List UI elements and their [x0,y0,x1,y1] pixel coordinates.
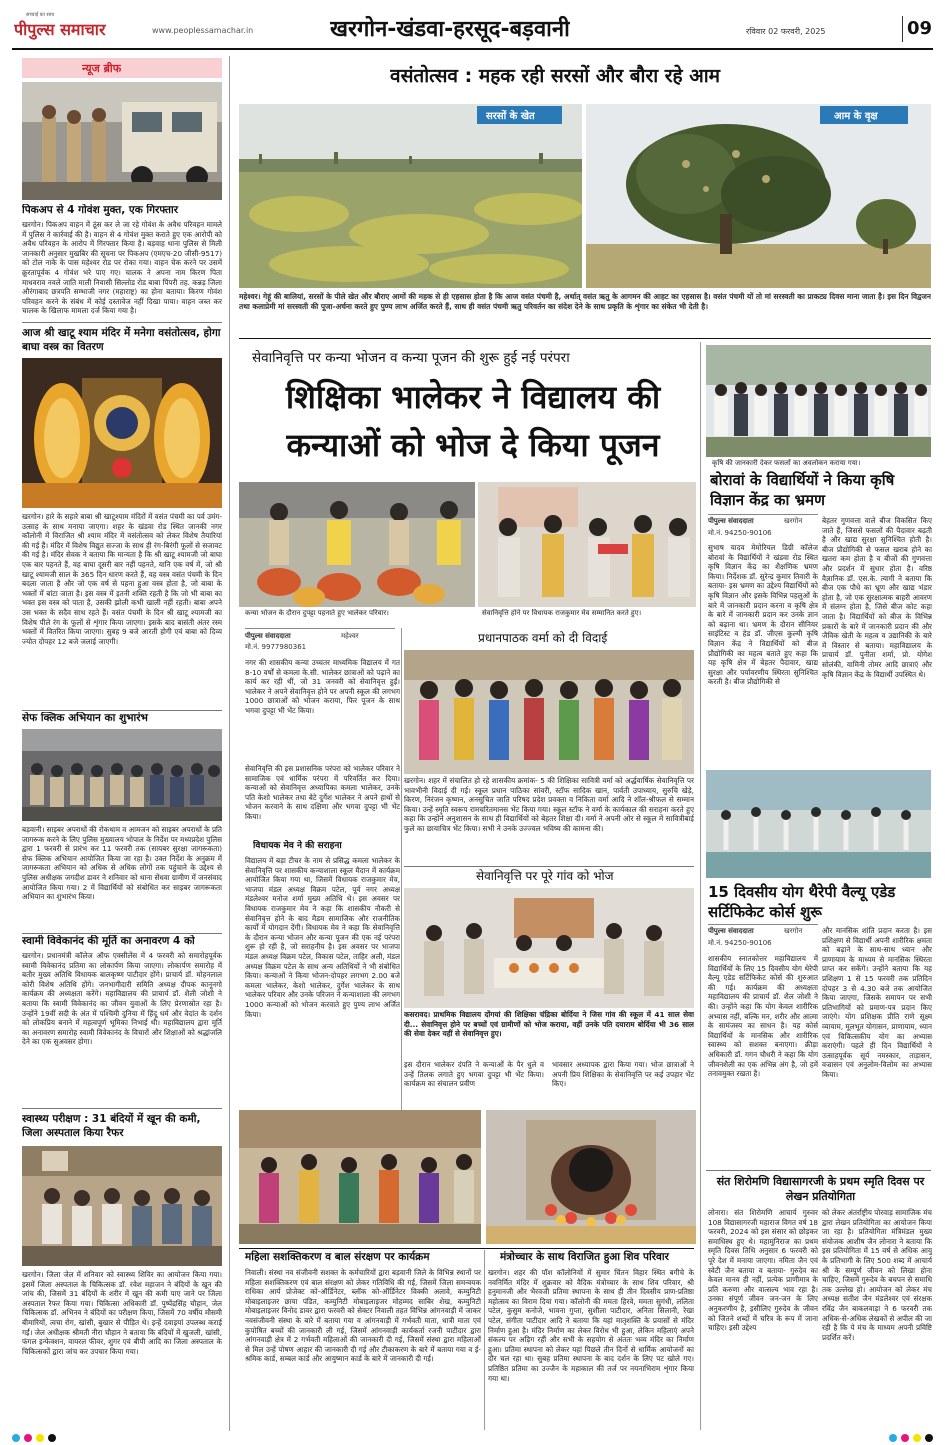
brief5-photo [22,1146,222,1266]
brief3-photo [22,729,222,821]
agri-byline-place: खरगोन [784,517,803,525]
mango-tree-label-text: आम के वृक्ष [834,111,878,122]
police-vehicle-image [22,82,222,200]
mango-tree-label [820,106,908,124]
masthead-region [330,13,570,43]
lead-headline-line2: कन्याओं को भोज दे किया पूजन [286,426,660,464]
vasant-headline: वसंतोत्सव : महक रही सरसों और बौरा रहे आम [390,65,721,87]
mahila-body: निवाली। संस्था नव संजीवनी सशक्त के कर्मचारियों द्वारा बड़वानी जिले के विभिन्न स्थानों पर महिला सशक्तिकरण एवं बाल संरक्षण को लेकर गतिविधि की गई, जिसमें जिला समन्वयक राधिका आर्य प्रोजेक्ट को-ऑर्डिनेटर, ब्लॉक को-ऑर्डिनेटर विक्की अलावे, कम्युनिटी मोबाइलाइजर छाया पंडित, कम्युनिटी मोबाइलाइजर मोहम्मद साबिर शेख, कम्युनिटी मोबाइलाइजर विनोद डावर द्वारा फरवरी को सेक्टर निवाली तहत विभिन्न आंगनवाड़ी में जाकर नवसंजीवनी संस्था के बारे में बताया गया व आंगनवाड़ी में गर्भवती माता, धात्री माता एवं कुपोषित बच्चों की जानकारी ली गई, जिसमें आंगनवाड़ी कार्यकर्ता रजनी पाटीदार द्वारा आंगनवाड़ी क्षेत्र में 2 गर्भवती महिलाओं की जानकारी दी गई, जिसमें संस्था द्वारा महिलाओं से मिल उन्हें पोषण आहार की जानकारी दी गई और टीकाकरण के बारे में बताया गया व ई-श्रमिक कार्ड, सम्बल कार्ड और आयुष्मान कार्ड के बारे में जानकारी दी गई। [245,1268,481,1364]
lead-kicker: सेवानिवृत्ति पर कन्या भोजन व कन्या पूजन की शुरू हुई नई परंपरा [252,350,570,366]
page-number: 09 [907,18,933,39]
masthead-date: रविवार 02 फरवरी, 2025 [746,27,826,36]
vasant-caption: महेश्वर। गेहूं की बालियां, सरसों के पीले खेत और बौराए आमों की महक से ही एहसास होता है कि आज वसंत पंचमी है, अर्थात् वसंत ऋतु के आगमन की आहट का एहसास है। वसंत पंचमी यों तो मां सरस्वती का प्राकट्य दिवस माना जाता है। इस दिन विद्वजन तथा कलाप्रेमी मां सरस्वती की पूजा-अर्चना करते हुए पुण्य लाभ अर्जित करते हैं, साथ ही वसंत पंचमी ऋतु परिवर्तन का संदेश देने के साथ प्रकृति के शृंगार का संकेत भी देती है। [239,292,931,311]
register-cyan [12,1434,20,1442]
brief5-body: खरगोन। जिला जेल में शनिवार को स्वास्थ्य शिविर का आयोजन किया गया। इसमें जिला अस्पताल के चिकित्सक डॉ. रवेश महाजन ने बंदियों के खून की जांच की, जिसमें 31 बंदियों के शरीर में खून की कमी पाए जाने पर जिला अस्पताल रैफर किया गया। चिकित्सा अधिकारी डॉ. पुष्पेंद्रसिंह चौहान, जेल चिकित्सक डॉ. अभिनव ने बंदियों का परीक्षण किया, जिसमें 70 वर्षीय मौसमी बीमारियों, त्वचा रोग, खांसी, बुखार से पीड़ित थे। इन्हें दवाइयां उपलब्ध कराई गईं। जेल अधीक्षक श्रीमती नीरा चौहान ने बताया कि बंदियों में खुजली, खांसी, फंगल इन्फेक्शन, वायरल फीवर, शुगर एवं बीपी आदि का जिला अस्पताल के चिकित्सकों द्वारा जांच कर उपचार किया गया। [22,1270,222,1356]
brief5-title: स्वास्थ्य परीक्षण : 31 बंदियों में खून की कमी, जिला अस्पताल किया रैफर [22,1113,201,1139]
register-cyan-right [889,1434,897,1442]
agri-byline: पीपुल्स संवाददाता [708,517,754,525]
register-magenta-right [901,1434,909,1442]
sidebar-divider-4 [22,1108,222,1109]
masthead-rule [12,48,933,50]
principal-photo [404,650,694,774]
register-magenta [24,1434,32,1442]
brief1-title: पिकअप से 4 गोवंश मुक्त, एक गिरफ्तार [22,204,179,216]
yoga-headline: 15 दिवसीय योग थैरेपी वैल्यू एडेड सर्टिफिकेट कोर्स शुरू [708,883,896,921]
felicitation-image [478,482,696,607]
yoga-byline-mobile: मो.नं. 94250-90106 [708,939,772,947]
register-yellow [36,1434,44,1442]
news-brief-label-text: न्यूज ब्रीफ [82,62,122,75]
women-empowerment-image [239,1110,481,1244]
sant-body-1: लोनारा। संत शिरोमणि आचार्य गुरुवर 108 विद्यासागरजी महाराज विगत वर्ष 18 फरवरी, 2024 को इस संसार को छोड़कर समाधिस्थ हुए थे। महामुनिराज का प्रथम स्मृति दिवस तिथि अनुसार 6 फरवरी को पूरे देश में मनाया जाएगा। नमिता जैन एवं स्वेटी जैन बताया व बताया- गुरुदेव का केवल मानव ही नहीं, प्रत्येक प्राणीमात्र के प्रति करुणा और वात्सल्य भाव रहा है। उनका संपूर्ण जीवन जन-जन के लिए अनुकरणीय है, इसीलिए गुरुदेव के जीवन को जितने शब्दों में चरित्र के रूप में जाना चाहिए। इसी उद्देश्य [708,1208,818,1333]
brief1-photo [22,82,222,200]
sidebar-divider-2 [22,710,222,711]
lead-body-3: विद्यालय में बड़ा टीचर के नाम से प्रसिद्ध कमला भालेकर के सेवानिवृत्ति पर शासकीय कन्याशाला स्कूल मैदान में कार्यक्रम आयोजित किया गया था, जिसमें विधायक राजकुमार मेव, भाजपा मंडल अध्यक्ष विक्रम पटेल, पूर्व नगर अध्यक्ष मंडलेश्वर मनोज शर्मा मुख्य अतिथि थे। इस अवसर पर विधायक राजकुमार मेव ने कहा कि शासकीय नौकरी से सेवानिवृत्त होने के बाद मैडम सामाजिक और राजनीतिक कार्यों में योगदान देंगी। विधायक मेव ने कहा कि सेवानिवृत्ति के दौरान कन्या भोजन और कन्या पूजन की एक नई परंपरा शुरू हो रही है, जो सराहनीय है। इस अवसर पर भाजपा मंडल अध्यक्ष विक्रम पटेल, विकास पटेल, ताहिर अली, मंडल अध्यक्ष विक्रम पटेल के साथ अन्य अतिथियों ने भी संबोधित किया। कन्याओं ने किया भोजन-दोपहर लगभग 2.00 बजे कमला भालेकर, केशो भालेकर, दुर्गेश भालेकर के साथ भालेकर परिवार और उनके परिजन ने कन्याशाला की लगभग 1000 कन्याओं को भोजन करवाते हुए पुण्य लाभ अर्जित किया। [245,856,400,1019]
mustard-field-photo [239,104,582,288]
principal-headline: प्रधानपाठक वर्मा को दी विदाई [478,631,608,645]
brief3-title: सेफ क्लिक अभियान का शुभारंभ [22,712,148,724]
lead-headline-line1: शिक्षिका भालेकर ने विद्यालय की [285,378,661,416]
police-students-image [22,729,222,821]
page-number-box [902,16,933,42]
agri-byline-mobile: मो.नं. 94250-90106 [708,529,772,537]
village-body-1: इस दौरान भालेकर दंपति ने कन्याओं के पैर धुले व उन्हें तिलक लगाते हुए भगवा दुपट्टा भी भेंट किया। कार्यक्रम का संचालन प्रवीण [404,1060,544,1089]
brief2-photo [22,358,222,508]
principal-divider [404,866,694,867]
brief1-body: खरगोन। पिकअप वाहन में ठूंस कर ले जा रहे गोवंश के अवैध परिवहन मामले में पुलिस ने कार्रवाई की है। वाहन से 4 गोवंश मुक्त कराते हुए एक आरोपी को अवैध परिवहन के आरोप में गिरफ्तार किया है। बड़वाह थाना पुलिस से मिली जानकारी अनुसार मुखबिर की सूचना पर पिकअप (एमएच-20 जीसी-9517) को टोल नाके के पास महेश्वर रोड पर रोका गया। वाहन चेक करने पर उसमें क्रूरतापूर्वक 4 गोवंश भरे पाए गए। चालक ने अपना नाम किरण पिता माधवराव नवले जाति माली निवासी सिल्लोड रोड बाबा पिंपरी तह. कन्नड़ जिला औरंगाबाद छत्रपति सम्भाजी नगर (महाराष्ट्र) का होना बताया। किरण गोवंश परिवहन करने के संबंध में कोई दस्तावेज नहीं दिखा पाया। वाहन जब्त कर चालक के खिलाफ मामला दर्ज किया गया है। [22,220,222,316]
mustard-field-label-text: सरसों के खेत [486,111,535,122]
mantro-headline: मंत्रोच्चार के साथ विराजित हुआ शिव परिवार [500,1251,669,1263]
agri-photo-caption: कृषि की जानकारी देकर फसलों का अवलोकन कराया गया। [712,459,861,467]
lead-body-1: नगर की शासकीय कन्या उच्चतर माध्यमिक विद्यालय में गत 8-10 वर्षों से कमला के.सी. भालेकर छात्राओं को पढ़ाने का कार्य कर रही थीं, जो 31 जनवरी को सेवानिवृत्त हुईं। भालेकर ने अपने सेवानिवृत्त होने पर अपनी स्कूल की लगभग 1000 छात्राओं को भोजन कराया, फिर पूजन के साथ भगवा दुपट्टा भी भेंट किया। [245,658,400,715]
register-black-right [925,1434,933,1442]
masthead-logo: पीपुल्स समाचार [14,20,106,39]
lead-byline-box [245,628,395,654]
agri-body-2: बेहतर गुणवत्ता वाले बीज विकसित किए जाते हैं, जिससे फसलों की पैदावार बढ़ती है और खाद्य सुरक्षा सुनिश्चित होती है। बीज प्रौद्योगिकी से फसल खराब होने का खतरा कम होता है व बीजों की गुणवत्ता और प्रदर्शन में सुधार होता है। वरिष्ठ वैज्ञानिक डॉ. एस.के. त्यागी ने बताया कि बीज एक पौधे का भ्रूण और खाद्य भंडार होता है, जो एक सुरक्षात्मक बाहरी आवरण में संलग्न होता है, जिसे बीज कोट कहा जाता है। विद्यार्थियों को बीज के विभिन्न प्रकारों के बारे में जानकारी प्रदान की और जैविक खेती के महत्व व उद्यानिकी के बारे में विस्तार से बताया। महाविद्यालय के प्राचार्य डॉ. पुनीता शर्मा, प्रो. योगेश सोलंकी, यामिनी तोमर आदि छात्राएं और कृषि विज्ञान केंद्र के विद्यार्थी उपस्थित थे। [822,516,932,679]
lead-photo-left-caption: कन्या भोजन के दौरान दुपट्टा पहनाते हुए भालेकर परिवार। [245,609,389,617]
village-body-2: भावसार अध्यापक द्वारा किया गया। भोज छात्राओं ने अपनी प्रिय शिक्षिका के सेवानिवृत्ति पर कई उपहार भेंट किए। [552,1060,694,1089]
brief2-body: खरगोन। हारे के सहारे बाबा श्री खाटूश्याम मंदिरों में वसंत पंचमी का पर्व उमंग-उत्साह के साथ मनाया जाएगा। शहर के खंडवा रोड स्थित जानकी नगर कॉलोनी में विराजित श्री श्याम मंदिर में वसंतोत्सव को लेकर विशेष तैयारियां की गई हैं। मंदिर में विशेष विद्युत सज्जा के साथ ही रंग-बिरंगी फूलों से सजावट की गई है। मंदिर सेवक ने बताया कि मान्यता है कि श्री खाटू श्यामजी जो बाघा एक बार पहनते हैं, वह बाघा दूसरी बार नहीं पहनते, यानि एक वर्ष में, जो श्री खाटू श्यामजी साल के 365 दिन धारण करते हैं, वह वस्त्र वसंत पंचमी के दिन बदला जाता है और जो एक वर्ष से पहना हुआ वस्त्र होता है, जो बाबा के भक्तों में बांटा जाता है। इस वस्त्र में इतनी शक्ति रहती है कि जो भी बाबा का भक्त इस वस्त्र को पाता है, उसकी झोली कभी खाली नहीं रहती। बाबा अपने उस भक्त के सदैव साथ रहते हैं। वसंत पंचमी के दिन श्री खाटू श्यामजी का विशेष पीले रंग के फूलों से शृंगार किया जाएगा। इसके बाद बासंती अंतर रस्म भक्तों में वितरित किया जाएगा। सुबह 9 बजे आरती होगी एवं बाबा को दिव्य ज्योत दोपहर 12 बजे जलाई जाएगी। [22,512,222,646]
yoga-byline-box [708,924,818,950]
yoga-photo [706,770,931,878]
agri-body-1: सुभाष यादव मेमोरियल डिग्री कॉलेज बोरावां के विद्यार्थियों ने खंडवा रोड स्थित कृषि विज्ञान केंद्र का शैक्षणिक भ्रमण किया। निर्देशक डॉ. सुरेन्द्र कुमार तिवारी के बताया- इस भ्रमण का उद्देश्य विद्यार्थियों को कृषि विज्ञान और इसके विभिन्न पहलुओं के बारे में जानकारी प्रदान करना व कृषि क्षेत्र के बारे में जानकारी प्रदान कर उनके ज्ञान को बढ़ाना था। भ्रमण के दौरान सीनियर साइंटिस्ट व हेड डॉ. जीएस कुल्मी कृषि विज्ञान केंद्र ने विद्यार्थियों को बीज प्रौद्योगिकी का महत्व बताते हुए कहा कि यह कृषि क्षेत्र में बेहतर पैदावार, खाद्य सुरक्षा और पर्यावरणीय स्थिरता सुनिश्चित करती है। बीज प्रौद्योगिकी से [708,543,818,687]
lead-byline-mobile: मो.नं. 9977980361 [245,643,307,651]
girls-feast-image [239,482,475,607]
village-photo [404,888,694,1008]
mahila-top-rule [239,1248,694,1249]
mustard-field-label [477,106,562,124]
brief4-body: खरगोन। प्रधानमंत्री कॉलेज ऑफ एक्सीलेंस में 4 फरवरी को समारोहपूर्वक स्वामी विवेकानंद प्रतिमा का लोकार्पण किया जाएगा। लोकार्पण समारोह में बतौर मुख्य अतिथि विधायक बालकृष्ण पाटीदार होंगे। प्राचार्य डॉ. मोहनलाल कोरी विशेष अतिथि होंगे। जनभागीदारी समिति अध्यक्ष दीपक कानूनगो कार्यक्रम की अध्यक्षता करेंगे। महाविद्यालय की प्राचार्य डॉ. शैली जोशी ने बताया कि स्वामी विवेकानंद का जीवन युवाओं के लिए प्रेरणास्रोत रहा है। उन्होंने 19वीं सदी के अंत में पश्चिमी दुनिया में हिंदू धर्म और वेदांत के दर्शन को लोकप्रिय बनाने में महत्वपूर्ण भूमिका निभाई थी। महाविद्यालय द्वारा मूर्ति का अनावरण समारोह स्वामी विवेकानंद के विचारों और शिक्षाओं को श्रद्धांजलि देने का एक सुअवसर होगा। [22,951,222,1047]
lead-body-2: सेवानिवृत्ति की इस प्रशासनिक परंपरा को भालेकर परिवार ने सामाजिक एवं धार्मिक परंपरा में परिवर्तित कर दिया। कन्याओं को सेवानिवृत्त अध्यापिका कमला भालेकर, उनके पति केशो भालेकर तथा बेटे दुर्गेश भालेकर ने अपने हाथों से भोजन करवाने के साथ दक्षिणा और भगवा दुपट्टा भी भेंट किया। [245,764,400,821]
masthead-website: www.peoplessamachar.in [152,26,254,35]
agri-headline: बोरावां के विद्यार्थियों ने किया कृषि विज्ञान केंद्र का भ्रमण [710,471,895,509]
students-group-image [706,345,931,457]
shiv-temple-image [486,1110,696,1244]
yoga-divider [706,1170,931,1171]
lead-subhead: विधायक मेव ने की सराहना [253,841,342,851]
sant-headline: संत शिरोमणि विद्यासागरजी के प्रथम स्मृति दिवस पर लेखन प्रतियोगिता [716,1175,925,1203]
lead-photo-left [239,482,475,607]
health-camp-image [22,1146,222,1266]
village-caption: कसरावद। प्राथमिक विद्यालय दोंगयां की शिक्षिका चंद्रिका बोर्दिया ने जिस गांव की स्कूल में 41 साल सेवा दी... सेवानिवृत्त होने पर बच्चों एवं ग्रामीणों को भोज कराया, वहीं उनके पति दयाराम बोर्दिया भी 36 साल की सेवा देकर यहीं से सेवानिवृत्त हुए। [404,1010,694,1039]
lead-photo-right [478,482,696,607]
mahila-mantro-rule [484,1250,485,1430]
village-headline: सेवानिवृत्ति पर पूरे गांव को भोज [476,869,614,883]
lead-byline: पीपुल्स संवाददाता [245,632,291,640]
yoga-byline: पीपुल्स संवाददाता [708,927,754,935]
register-black [48,1434,56,1442]
brief4-title: स्वामी विवेकानंद की मूर्ति का अनावरण 4 को [22,935,195,947]
temple-decoration-image [22,358,222,508]
principal-caption: खरगोन। शहर में संचालित हो रहे शासकीय क्रमांक- 5 की शिक्षिका सावित्री वर्मा को अर्द्धवार्षिक सेवानिवृत्ति पर भावभीनी विदाई दी गई। स्कूल प्रधान पाठिका सांवरी, स्टॉफ सादिक खान, पार्वती उपाध्याय, सुरुचि खेड़े, किरण, निरंजन कृष्णन, अनसूचित जाति परिषद प्रदेश प्रवक्ता व निकिता वर्मा आदि ने शॉल-श्रीफल से सम्मान किया। उन्हें स्मृति स्वरूप रामचरितमानस भेंट किया गया। स्कूल स्टॉफ ने वर्मा के कार्यकाल की सराहना करते हुए कहा कि उन्होंने अनुशासन के साथ ही विद्यार्थियों को बेहतर शिक्षा दी। वर्मा ने अपनी ओर से स्कूल में सावित्रीबाई फुले का छायाचित्र भेंट किया। सभी ने उनके उज्ज्वल भविष्य की कामना की। [404,776,694,833]
news-brief-label [22,58,222,78]
vasant-bottom-rule [239,338,931,339]
mahila-headline: महिला सशक्तिकरण व बाल संरक्षण पर कार्यक्रम [245,1251,430,1263]
mango-tree-photo [586,104,931,288]
masthead [12,12,933,46]
lead-photo-right-caption: सेवानिवृत्ति होने पर विधायक राजकुमार मेव सम्मानित करते हुए। [482,609,642,617]
mantro-body: खरगोन। शहर की पॉश कॉलोनियों में सुमार चिंतन विहार स्थित बगीचे के नवनिर्मित मंदिर में शुक्रवार को वैदिक मंत्रोच्चार के साथ शिव परिवार, श्री हनुमानजी और भैरवजी प्रतिमा स्थापना के साथ ही तीन दिवसीय प्राण-प्रतिष्ठा महोत्सव का विराम दिया गया। कॉलोनी की ममता हिरवे, ममता सुगंधी, ललिता पटेल, कुसुम कनोजे, भावना गुप्ता, सुशीला पाटीदार, अनिता सिलानी, रेखा पटेल, संगीता पाटीदार आदि ने बताया कि यहां मातृशक्ति के प्रयासों से मंदिर निर्माण हुआ है। मंदिर निर्माण का लेकर विरोध भी हुआ, लेकिन महिलाएं अपने संकल्प पर अड़िग रहीं और सभी के सहयोग से अंततः भव्य मंदिर का निर्माण हुआ। प्रतिमा स्थापना को लेकर यहां पिछले तीन दिनों से धार्मिक आयोजनों का दौर चल रहा था। सुबह प्रतिमा स्थापना के बाद दर्शन के लिए पट खोले गए। प्रतिष्ठित प्रतिमा का उज्जैन के महाकाल की तर्ज पर नयनाभिराम शृंगार किया गया था। [488,1268,694,1383]
right-column-rule [700,342,701,1430]
print-register-marks [12,1434,933,1442]
brief3-body: बड़वानी। साइबर अपराधों की रोकथाम व आमजन को साइबर अपराधों के प्रति जागरूक करने के लिए पुलिस मुख्यालय भोपाल के निर्देश पर मध्यप्रदेश पुलिस द्वारा 1 फरवरी से प्रारंभ कर 11 फरवरी तक (सायबर सुरक्षा जागरूकता) सेफ क्लिक अभियान आयोजित किया जा रहा है। उक्त निर्देश के अनुक्रम में जागरूकता अभियान को अधिक से अधिक लोगों तक पहुंचाने के उद्देश्य से पुलिस अधीक्षक जगदीश डावर ने शनिवार को थाना सेंधवा ग्रामीण में जनसंवाद आयोजित किया गया। 2 में विद्यार्थियों को संबोधित कर साइबर जागरूकता अभियान का शुभारंभ किया। [22,825,222,902]
yoga-body-1: शासकीय स्नातकोत्तर महाविद्यालय में विद्यार्थियों के लिए 15 दिवसीय योग थेरेपी वैल्यू एडेड सर्टिफिकेट कोर्स की शुरुआत की गई। कार्यक्रम की अध्यक्षता महाविद्यालय की प्राचार्य डॉ. शैल जोशी ने की। उन्होंने कहा कि योग केवल शारीरिक अभ्यास नहीं, बल्कि मन, शरीर और आत्मा के सामंजस्य का साधन है। यह कोर्स विद्यार्थियों के मानसिक और शारीरिक स्वास्थ्य को सशक्त बनाएगा। क्रीड़ा अधिकारी डॉ. गगन चौधरी ने कहा कि योग जीवनशैली का एक अभिन्न अंग है, जो हमें तनावमुक्त रखता है। [708,954,818,1079]
yoga-class-image [706,770,931,878]
mahila-photo [239,1110,481,1244]
masthead-region-text: खरगोन-खंडवा-हरसूद-बड़वानी [330,17,570,42]
mustard-field-image [239,104,582,288]
farewell-group-image [404,650,694,774]
sant-body-2: को लेकर अंतर्राष्ट्रीय पोरवाड़ सामाजिक मंच द्वारा लेखन प्रतियोगिता का आयोजन किया जा रहा है। प्रतियोगिता मंत्रिमंडल मुख्य संयोजक आशीष जैन लोनारा ने बताया कि इस प्रतियोगिता में 15 वर्ष से अधिक आयु के प्रतिभागी के लिए 500 शब्द में आचार्य श्री के सम्पूर्ण जीवन को लिखा होना चाहिए, जिसमें गुरुदेव के बचपन से समाधि तक उल्लेख हो। आयोजन को लेकर मंच अध्यक्ष सतीश जैन मंडलेश्वर एवं संरक्षक रविंद्र जैन बाकलवाड़ा ने 6 फरवरी तक अधिक-से-अधिक लेखकों से अपील की जा रही है कि ये मंच के माध्यम अपनी प्रविष्टि प्रदर्शित करें। [822,1208,932,1342]
agri-photo [706,345,931,457]
sidebar-column-rule [229,56,230,1431]
masthead-logo-tag: सच्चाई का साथ [26,12,55,18]
shiv-parivar-photo [486,1110,696,1244]
yoga-byline-place: खरगोन [784,927,803,935]
sidebar-divider-3 [22,933,222,934]
mango-tree-image [586,104,931,288]
yoga-body-2: और मानसिक शांति प्रदान करता है। इस प्रशिक्षण से विद्यार्थी अपनी शारीरिक क्षमता को बढ़ाने के साथ-साथ ध्यान और प्राणायाम के माध्यम से मानसिक स्थिरता प्राप्त कर सकेंगे। उन्होंने बताया कि यह प्रशिक्षण 1 से 15 फरवरी तक प्रतिदिन दोपहर 3 से 4.30 बजे तक आयोजित किया जाएगा, जिसके समापन पर सभी प्रतिभागियों को प्रमाण-पत्र प्रदान किए जाएंगे। योग प्रशिक्षक प्रीति राणे सूक्ष्म व्यायाम, मूलभूत योगासन, प्राणायाम, ध्यान एवं चिकित्सकीय योग का अभ्यास कराएंगी। पहले ही दिन विद्यार्थियों ने उत्साहपूर्वक सूर्य नमस्कार, ताड़ासन, वज्रासन एवं अनुलोम-विलोम का अभ्यास किया। [822,926,932,1079]
village-feast-image [404,888,694,1008]
register-yellow-right [913,1434,921,1442]
sidebar-divider-1 [22,322,222,323]
agri-byline-box [708,514,818,540]
brief2-title: आज श्री खाटू श्याम मंदिर में मनेगा वसंतोत्सव, होगा बाघा वस्त्र का वितरण [22,327,221,353]
lead-byline-place: महेश्वर [341,632,359,640]
